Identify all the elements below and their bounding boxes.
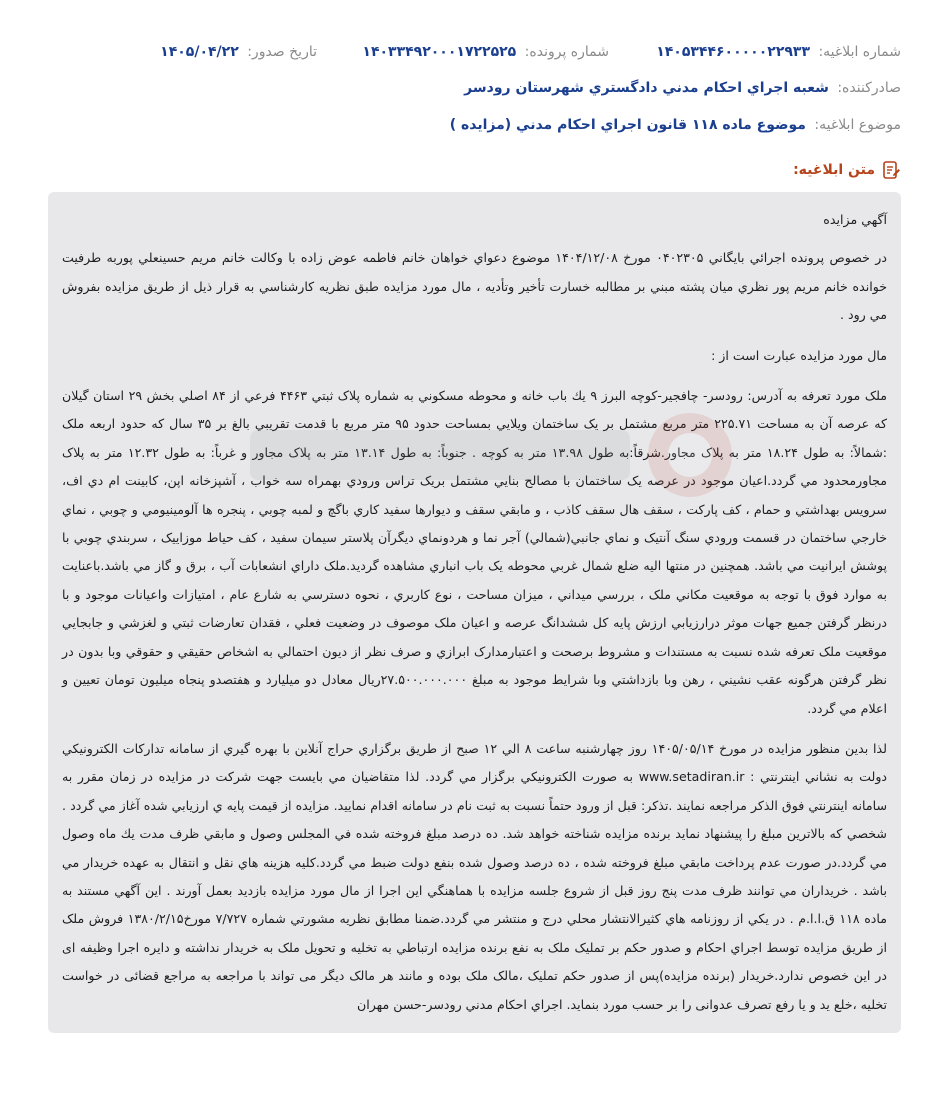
issuer-label: صادرکننده: (837, 80, 901, 96)
case-number (362, 44, 609, 60)
notice-number-value: ۱۴۰۵۳۴۴۶۰۰۰۰۰۲۲۹۳۳ (656, 44, 810, 60)
case-number-label: شماره پرونده: (524, 44, 609, 60)
meta-row (30, 44, 901, 66)
subject-value: موضوع ماده ۱۱۸ قانون اجراي احکام مدني (مزايده ) (449, 117, 806, 133)
subject-label: موضوع ابلاغيه: (814, 117, 901, 133)
notice-paragraph-3: ملک مورد تعرفه به آدرس: رودسر- چافجير-کوچه البرز ۹ يك باب خانه و محوطه مسكوني به شماره پلاک ثبتي ۴۴۶۳ فرعي از ۸۴ اصلي بخش ۲۹ استان گيلان که عرصه آن به مساحت ۲۲۵.۷۱ متر مربع مشتمل بر يک ساختمان ويلايي بمساحت حدود ۹۵ متر مربع با قدمت تقريبي بالغ بر ۳۵ سال که حدود اربعه ملک :شمالاً: به طول ۱۸.۲۴ متر به پلاک مجاور.شرقاً:به طول ۱۳.۹۸ متر به کوچه . جنوباً: به طول ۱۳.۱۴ متر به پلاک مجاور و غرباً: به طول ۱۲.۳۲ متر به پلاک مجاورمحدود مي گردد.اعيان موجود در عرصه يک ساختمان با مصالح بنايي مشتمل بريک تراس ورودي بهمراه سه خواب ، آشپزخانه اپن، کابينت ام دي اف، سرويس بهداشتي و حمام ، کف پارکت ، سقف هال سقف کاذب ، و مابقي سقف و ديوارها سفيد کاري باگچ و لمبه چوبي ، پنجره ها آلومينيومي و چوبي ، نماي خارجي ساختمان در قسمت ورودي سنگ آنتيک و نماي جانبي(شمالي) آجر نما و هردونماي ديگرآن پلاستر سيمان سفيد ، کف حياط موزاييک ، سربندي چوبي با پوشش ايرانيت مي باشد. همچنين در منتها اليه ضلع شمال غربي محوطه يک باب انباري مشاهده گرديد.ملک داراي انشعابات آب ، برق و گاز مي باشد.باعنايت به موارد فوق با توجه به موقعيت مکاني ملک ، بررسي ميداني ، ميزان مساحت ، نوع کاربري ، نحوه دسترسي به شارع عام ، امتيازات واعيانات موجود و با درنظر گرفتن جميع جهات موثر درارزيابي ارزش پايه کل ششدانگ عرصه و اعيان ملک موصوف در وضعيت فعلي ، فقدان تعارضات ثبتي و لغزشي و جابجايي موقعيت ملک تعرفه شده نسبت به مستندات و مشروط برصحت و اعتبارمدارک ابرازي و صرف نظر از ديون احتمالي به اشخاص حقيقي و حقوقي وبا بدون در نظر گرفتن هرگونه عقب نشيني ، رهن وبا بازداشتي وبا شرايط موجود به مبلغ ۲۷.۵۰۰.۰۰۰.۰۰۰ريال معادل دو ميليارد و هفتصدو پنجاه ميليون تومان تعيين و اعلام مي گردد. (62, 388, 888, 716)
notice-paragraph-1: در خصوص پرونده اجرائي بايگاني ۰۴۰۲۳۰۵ مورخ ۱۴۰۴/۱۲/۰۸ موضوع دعواي خواهان خانم فاطمه عوض زاده با وکالت خانم مريم حسينعلي پوربه طرفيت خوانده خانم مريم پور نظري ميان پشته مبني بر مطالبه خسارت تأخير وتأديه ، مال مورد مزايده طبق نظريه کارشناسي به قرار ذيل از طريق مزايده بفروش مي رود . (62, 250, 887, 323)
notice-body (48, 192, 901, 1033)
notice-number-label: شماره ابلاغيه: (818, 44, 901, 60)
issuer-value: شعبه اجراي احکام مدني دادگستري شهرستان رودسر (464, 80, 829, 96)
notice-title: آگهي مزايده (823, 212, 887, 227)
document-edit-icon (881, 160, 901, 180)
issue-date-value: ۱۴۰۵/۰۴/۲۲ (160, 44, 239, 60)
subject-row (30, 117, 901, 133)
notice-heading (793, 160, 901, 180)
notice-number (656, 44, 901, 60)
case-number-value: ۱۴۰۳۳۴۹۲۰۰۰۱۷۲۲۵۲۵ (362, 44, 517, 60)
issuer-row (30, 80, 901, 96)
notice-paragraph-2: مال مورد مزايده عبارت است از : (711, 347, 887, 363)
issue-date (160, 44, 317, 60)
issue-date-label: تاريخ صدور: (247, 44, 317, 60)
notice-heading-label: متن ابلاغيه: (793, 162, 875, 178)
notice-paragraph-4: لذا بدين منظور مزايده در مورخ ۱۴۰۵/۰۵/۱۴ روز چهارشنبه ساعت ۸ الي ۱۲ صبح از طريق برگزاري حراج آنلاين با بهره گيري از سامانه تدارکات الکترونيکي دولت به نشاني اينترنتي : www.setadiran.ir به صورت الکترونيکي برگزار مي گردد. لذا متقاضيان مي بايست جهت شرکت در مزايده در زمان مقرر به سامانه اينترنتي فوق الذکر مراجعه نمايند .تذکر: قبل از ورود حتماً نسبت به ثبت نام در سامانه اقدام نماييد. مزايده از قيمت پايه ي ارزيابي شده آغاز مي گردد . شخصي که بالاترين مبلغ را پيشنهاد نمايد برنده مزايده شناخته خواهد شد. ده درصد مبلغ فروخته شده في المجلس وصول و مابقي ظرف مدت يك ماه وصول مي گردد.در صورت عدم پرداخت مابقي مبلغ فروخته شده ، ده درصد وصول شده بنفع دولت ضبط مي گردد.کليه هزينه هاي نقل و انتقال به عهده خريدار مي باشد . خريداران مي توانند ظرف مدت پنج روز قبل از شروع جلسه مزايده با هماهنگي اين اجرا از مال مورد مزايده بازديد بعمل آورند . اين آگهي مستند به ماده ۱۱۸ ق.ا.ا.م . در يکي از روزنامه هاي کثيرالانتشار محلي درج و منتشر مي گردد.ضمنا مطابق نظريه مشورتي شماره ۷/۷۲۷ مورخ۱۳۸۰/۲/۱۵ فروش ملک از طريق مزايده توسط اجراي احکام و صدور حکم بر تمليک ملک به نفع برنده مزايده ارتباطي به تخليه و تحويل ملک به خريدار نداشته و دايره اجرا وظيفه اى در اين خصوص ندارد.خريدار (برنده مزايده)پس از صدور حکم تمليک ،مالک ملک بوده و مانند هر مالک ديگر مى تواند با مراجعه به مراجع قضائى در خواست تخليه ،خلع يد و يا رفع تصرف عدوانى را بر حسب مورد بنمايد. اجراي احکام مدني رودسر-حسن مهران (62, 740, 888, 1012)
